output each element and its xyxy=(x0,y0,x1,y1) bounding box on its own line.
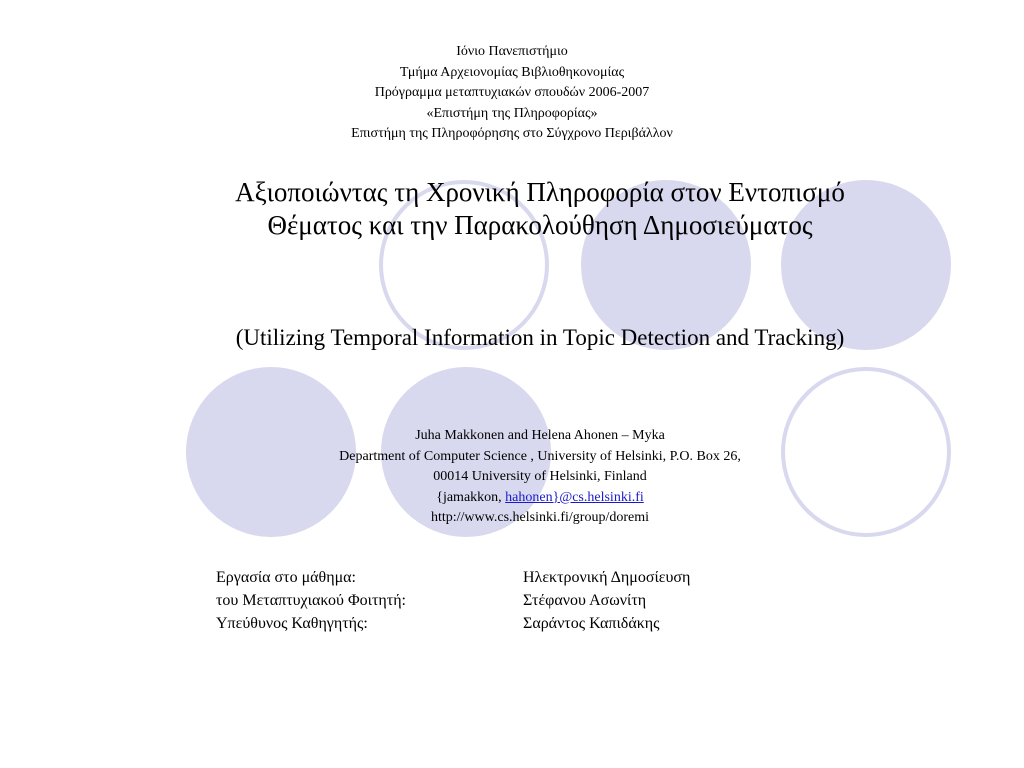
header-block xyxy=(0,42,1024,145)
title-english: (Utilizing Temporal Information in Topic Detection and Tracking) xyxy=(235,325,845,350)
info-table xyxy=(216,566,690,635)
author-address: 00014 University of Helsinki, Finland xyxy=(433,469,647,484)
author-emails xyxy=(230,488,850,509)
course-name: Επιστήμη της Πληροφόρησης στο Σύγχρονο Περιβάλλον xyxy=(351,126,673,141)
info-label: Υπεύθυνος Καθηγητής: xyxy=(216,615,368,632)
info-row-course xyxy=(216,566,690,589)
title-greek: Αξιοποιώντας τη Χρονική Πληροφορία στον Εντοπισμό Θέματος και την Παρακολούθηση Δημοσιεύματος xyxy=(235,177,845,240)
info-value: Στέφανου Ασωνίτη xyxy=(523,592,647,609)
author-names: Juha Makkonen and Helena Ahonen – Myka xyxy=(415,428,665,443)
university-name: Ιόνιο Πανεπιστήμιο xyxy=(456,44,568,59)
info-row-professor xyxy=(216,612,690,635)
info-label: του Μεταπτυχιακού Φοιτητή: xyxy=(216,592,406,609)
department-name: Τμήμα Αρχειονομίας Βιβλιοθηκονομίας xyxy=(399,64,625,80)
info-row-student xyxy=(216,589,690,612)
email-link[interactable]: hahonen}@cs.helsinki.fi xyxy=(505,489,644,505)
info-label: Εργασία στο μάθημα: xyxy=(216,569,356,586)
program-name: Πρόγραμμα μεταπτυχιακών σπουδών 2006-2007 xyxy=(374,85,650,100)
author-affiliation: Department of Computer Science , University of Helsinki, P.O. Box 26, xyxy=(339,448,741,464)
specialization-name: «Επιστήμη της Πληροφορίας» xyxy=(426,105,598,121)
authors-block xyxy=(230,426,850,529)
info-value: Ηλεκτρονική Δημοσίευση xyxy=(523,569,691,586)
author-website: http://www.cs.helsinki.fi/group/doremi xyxy=(430,510,649,525)
info-value: Σαράντος Καπιδάκης xyxy=(523,615,660,632)
email-prefix: {jamakkon, xyxy=(436,489,506,505)
